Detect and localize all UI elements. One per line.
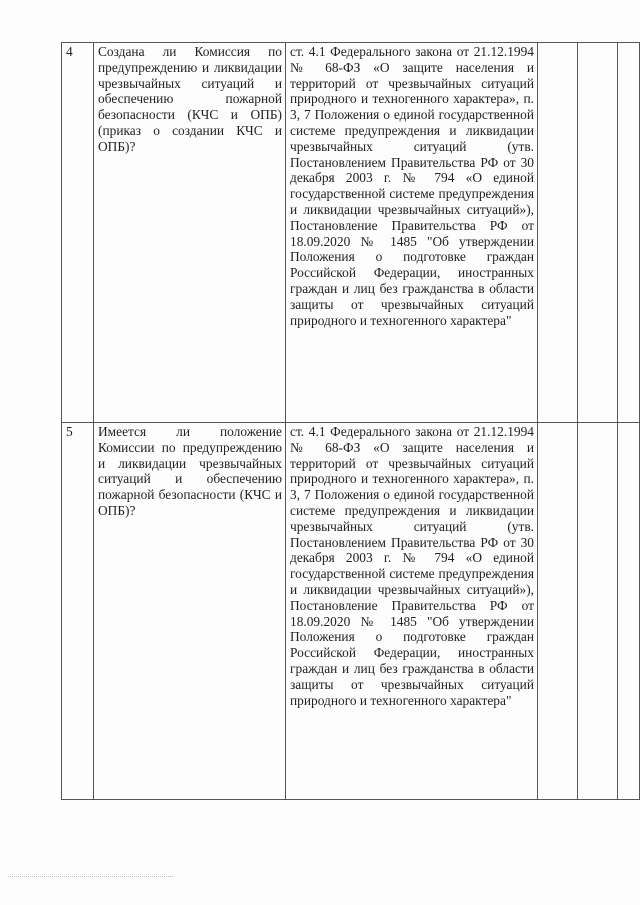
answer-cell-no bbox=[578, 423, 618, 800]
legal-basis-text: ст. 4.1 Федерального закона от 21.12.1994 № 68-ФЗ «О защите населения и территорий от чрезвычайных ситуаций природного и техногенного характера», п. 3, 7 Положения о единой государственной системе предупреждения и ликвидации чрезвычайных ситуаций (утв. Постановлением Правительства РФ от 30 декабря 2003 г. № 794 «О единой государственной системе предупреждения и ликвидации чрезвычайных ситуаций»), Постановление Правительства РФ от 18.09.2020 № 1485 "Об утверждении Положения о подготовке граждан Российской Федерации, иностранных граждан и лиц без гражданства в области защиты от чрезвычайных ситуаций природного и техногенного характера" bbox=[286, 423, 538, 800]
answer-cell-no bbox=[578, 43, 618, 423]
scan-artifact-line bbox=[8, 876, 173, 877]
table-row bbox=[62, 423, 640, 800]
answer-cell-na bbox=[618, 423, 640, 800]
question-text: Создана ли Комиссия по предупреждению и ликвидации чрезвычайных ситуаций и обеспечению пожарной безопасности (КЧС и ОПБ) (приказ о создании КЧС и ОПБ)? bbox=[94, 43, 286, 423]
row-number: 5 bbox=[62, 423, 94, 800]
answer-cell-yes bbox=[538, 43, 578, 423]
answer-cell-yes bbox=[538, 423, 578, 800]
question-text: Имеется ли положение Комиссии по предупреждению и ликвидации чрезвычайных ситуаций и обеспечению пожарной безопасности (КЧС и ОПБ)? bbox=[94, 423, 286, 800]
legal-basis-text: ст. 4.1 Федерального закона от 21.12.1994 № 68-ФЗ «О защите населения и территорий от чрезвычайных ситуаций природного и техногенного характера», п. 3, 7 Положения о единой государственной системе предупреждения и ликвидации чрезвычайных ситуаций (утв. Постановлением Правительства РФ от 30 декабря 2003 г. № 794 «О единой государственной системе предупреждения и ликвидации чрезвычайных ситуаций»), Постановление Правительства РФ от 18.09.2020 № 1485 "Об утверждении Положения о подготовке граждан Российской Федерации, иностранных граждан и лиц без гражданства в области защиты от чрезвычайных ситуаций природного и техногенного характера" bbox=[286, 43, 538, 423]
table-row bbox=[62, 43, 640, 423]
answer-cell-na bbox=[618, 43, 640, 423]
row-number: 4 bbox=[62, 43, 94, 423]
checklist-table bbox=[61, 42, 640, 800]
